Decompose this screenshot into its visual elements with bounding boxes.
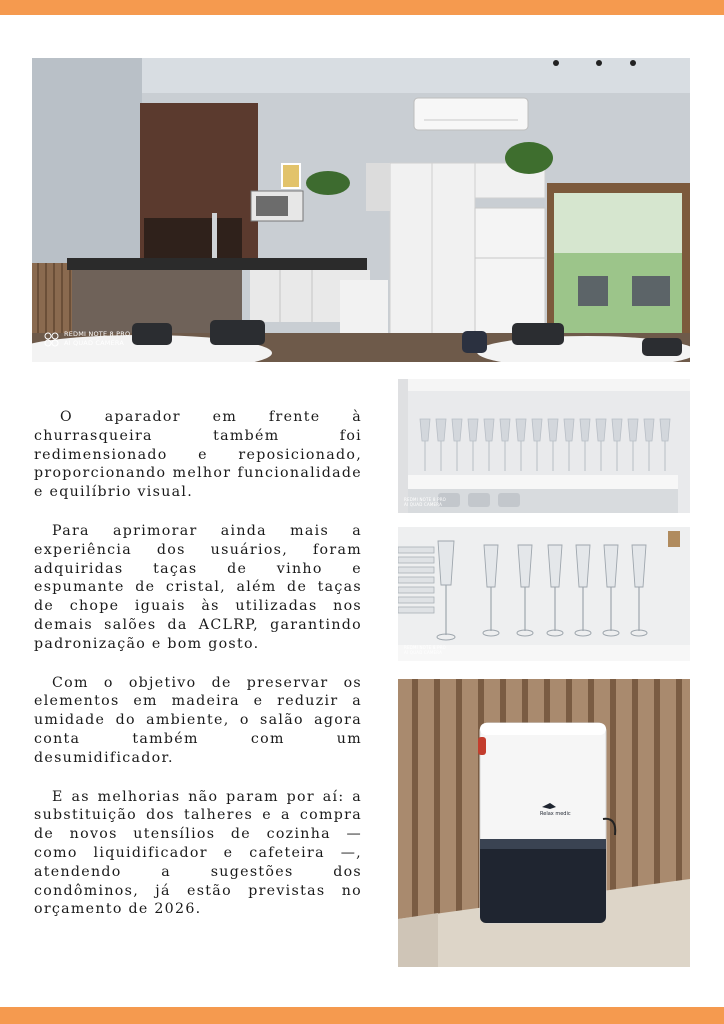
watermark-line-1: REDMI NOTE 8 PRO [404,645,447,650]
kitchen-photo [32,58,690,362]
article-body [34,408,362,939]
paragraph-improvements: E as melhorias não param por aí: a substituição dos talheres e a compra de novos utensílios de cozinha — como liquidificador e cafeteira —, atendendo a sugestões dos condôminos, já estão previstas no orçamento de 2026. [34,788,362,918]
wine-glasses-shelf-photo [398,379,690,513]
camera-watermark [404,497,446,507]
device-brand-label: Relax medic [540,811,571,817]
paragraph-sideboard: O aparador em frente à churrasqueira também foi redimensionado e reposicionado, proporcionando melhor funcionalidade e equilíbrio visual. [34,409,362,501]
paragraph-dehumidifier: Com o objetivo de preservar os elementos em madeira e reduzir a umidade do ambiente, o salão agora conta também com um desumidificador. [34,674,362,766]
camera-watermark [44,330,130,348]
watermark-line-1: REDMI NOTE 8 PRO [404,497,447,502]
dehumidifier-photo [398,679,690,967]
watermark-line-2: AI QUAD CAMERA [404,650,443,655]
top-accent-band [0,0,724,15]
camera-logo-icon [44,332,59,347]
watermark-line-2: AI QUAD CAMERA [404,502,443,507]
camera-watermark [404,645,446,655]
watermark-line-2: AI QUAD CAMERA [64,339,125,347]
champagne-flutes-shelf-photo [398,527,690,661]
bottom-accent-band [0,1007,724,1024]
paragraph-glasses: Para aprimorar ainda mais a experiência dos usuários, foram adquiridas taças de vinho e espumante de cristal, além de taças de chope iguais às utilizadas nos demais salões da ACLRP, garantindo padronização e bom gosto. [34,522,362,652]
watermark-line-1: REDMI NOTE 8 PRO [64,330,131,338]
